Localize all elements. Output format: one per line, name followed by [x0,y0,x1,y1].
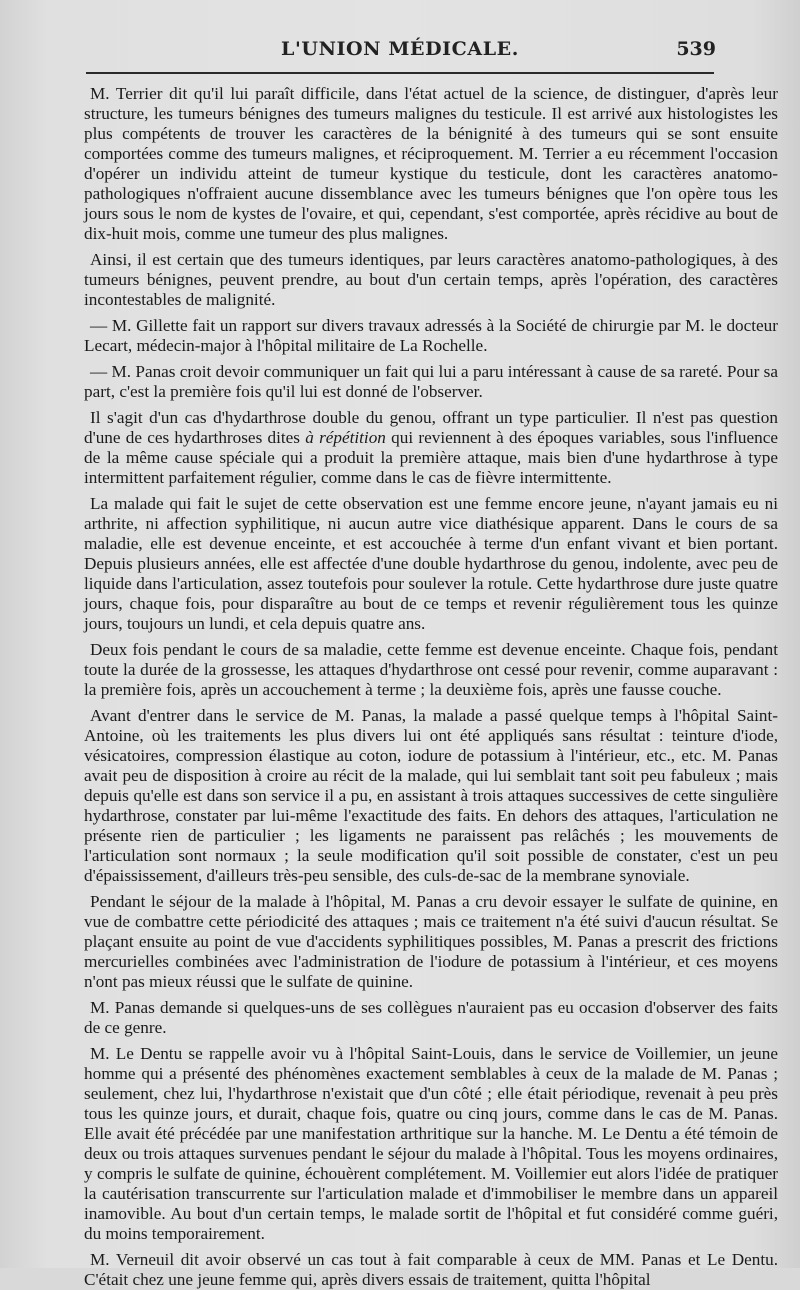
paragraph-hydarthrose-text: Il s'agit d'un cas d'hydarthrose double du genou, offrant un type particulier. Il n'est pas question d'une de ces hydarthroses dites [84,408,778,447]
paragraph-gillette: — M. Gillette fait un rapport sur divers travaux adressés à la Société de chirurgie par M. le docteur Lecart, médecin-major à l'hôpital militaire de La Rochelle. [84,316,778,355]
paragraph-hydarthrose-case [84,408,778,488]
paragraph-le-dentu: M. Le Dentu se rappelle avoir vu à l'hôpital Saint-Louis, dans le service de Voillemier, un jeune homme qui a présenté des phénomènes exactement semblables à ceux de la malade de M. Panas ; seulement, chez lui, l'hydarthrose n'existait que d'un côté ; elle était périodique, revenait à peu près tous les quinze jours, et durait, chaque fois, quatre ou cinq jours, comme dans le cas de M. Panas. Elle avait été précédée par une manifestation arthritique sur la hanche. M. Le Dentu a été témoin de deux ou trois attaques survenues pendant le séjour du malade à l'hôpital. Tous les moyens ordinaires, y compris le sulfate de quinine, échouèrent complétement. M. Voillemier eut alors l'idée de pratiquer la cautérisation transcurrente sur l'articulation malade et d'immobiliser le membre dans un appareil inamovible. Au bout d'un certain temps, le malade sortit de l'hôpital et fut considéré comme guéri, du moins temporairement. [84,1044,778,1243]
page-number: 539 [676,38,716,60]
paragraph-panas-intro: — M. Panas croit devoir communiquer un fait qui lui a paru intéressant à cause de sa rareté. Pour sa part, c'est la première fois qu'il lui est donné de l'observer. [84,362,778,401]
paragraph-hydarthrose-rest: qui reviennent à des époques variables, sous l'influence de la même cause spéciale qui a produit la première attaque, mais bien d'une hydarthrose à type intermittent parfaitement régulier, comme dans le cas de fièvre intermittente. [84,428,778,487]
paragraph-ainsi: Ainsi, il est certain que des tumeurs identiques, par leurs caractères anatomo-pathologiques, à des tumeurs bénignes, peuvent prendre, au bout d'un certain temps, après l'opération, des caractères incontestables de malignité. [84,250,778,309]
paragraph-pendant-sejour: Pendant le séjour de la malade à l'hôpital, M. Panas a cru devoir essayer le sulfate de quinine, en vue de combattre cette périodicité des attaques ; mais ce traitement n'a été suivi d'aucun résultat. Se plaçant ensuite au point de vue d'accidents syphilitiques possibles, M. Panas a prescrit des frictions mercurielles combinées avec l'administration de l'iodure de potassium à l'intérieur, et ces moyens n'ont pas mieux réussi que le sulfate de quinine. [84,892,778,991]
italic-repetition: à répétition [305,428,386,447]
paragraph-malade: La malade qui fait le sujet de cette observation est une femme encore jeune, n'ayant jamais eu ni arthrite, ni affection syphilitique, ni aucun autre vice diathésique apparent. Dans le cours de sa maladie, elle est devenue enceinte, et est accouchée à terme d'un enfant vivant et bien portant. Depuis plusieurs années, elle est affectée d'une double hydarthrose du genou, indolente, avec peu de liquide dans l'articulation, assez toutefois pour soulever la rotule. Cette hydarthrose dure juste quatre jours, chaque fois, pour disparaître au bout de ce temps et revenir régulièrement tous les quinze jours, toujours un lundi, et cela depuis quatre ans. [84,494,778,633]
body-text [84,84,778,1290]
paragraph-panas-demande: M. Panas demande si quelques-uns de ses collègues n'auraient pas eu occasion d'observer des faits de ce genre. [84,998,778,1037]
page-header [86,38,714,68]
paragraph-deux-fois: Deux fois pendant le cours de sa maladie, cette femme est devenue enceinte. Chaque fois, pendant toute la durée de la grossesse, les attaques d'hydarthrose ont cessé pour revenir, comme auparavant : la première fois, après un accouchement à terme ; la deuxième fois, après une fausse couche. [84,640,778,699]
paragraph-terrier: M. Terrier dit qu'il lui paraît difficile, dans l'état actuel de la science, de distinguer, d'après leur structure, les tumeurs bénignes des tumeurs malignes du testicule. Il est arrivé aux histologistes les plus compétents de trouver les caractères de la bénignité à des tumeurs qui se sont ensuite comportées comme des tumeurs malignes, et réciproquement. M. Terrier a eu récemment l'occasion d'opérer un individu atteint de tumeur kystique du testicule, dont les caractères anatomo-pathologiques n'offraient aucune dissemblance avec les tumeurs bénignes que l'on opère tous les jours sous le nom de kystes de l'ovaire, et qui, cependant, s'est comportée, après récidive au bout de dix-huit mois, comme une tumeur des plus malignes. [84,84,778,243]
running-title: L'UNION MÉDICALE. [281,38,519,60]
paragraph-avant-entrer: Avant d'entrer dans le service de M. Panas, la malade a passé quelque temps à l'hôpital Saint-Antoine, où les traitements les plus divers lui ont été appliqués sans résultat : teinture d'iode, vésicatoires, compression élastique au coton, iodure de potassium à l'intérieur, etc., etc. M. Panas avait peu de disposition à croire au récit de la malade, qui lui semblait tant soit peu fabuleux ; mais depuis qu'elle est dans son service il a pu, en assistant à trois attaques successives de cette singulière hydarthrose, constater par lui-même l'exactitude des faits. En dehors des attaques, l'articulation ne présente rien de particulier ; les ligaments ne paraissent pas relâchés ; les mouvements de l'articulation sont normaux ; la seule modification qu'il soit possible de constater, c'est un peu d'épaississement, d'ailleurs très-peu sensible, des culs-de-sac de la membrane synoviale. [84,706,778,885]
header-rule [86,72,714,74]
paragraph-verneuil: M. Verneuil dit avoir observé un cas tout à fait comparable à ceux de MM. Panas et Le Dentu. C'était chez une jeune femme qui, après divers essais de traitement, quitta l'hôpital [84,1250,778,1289]
